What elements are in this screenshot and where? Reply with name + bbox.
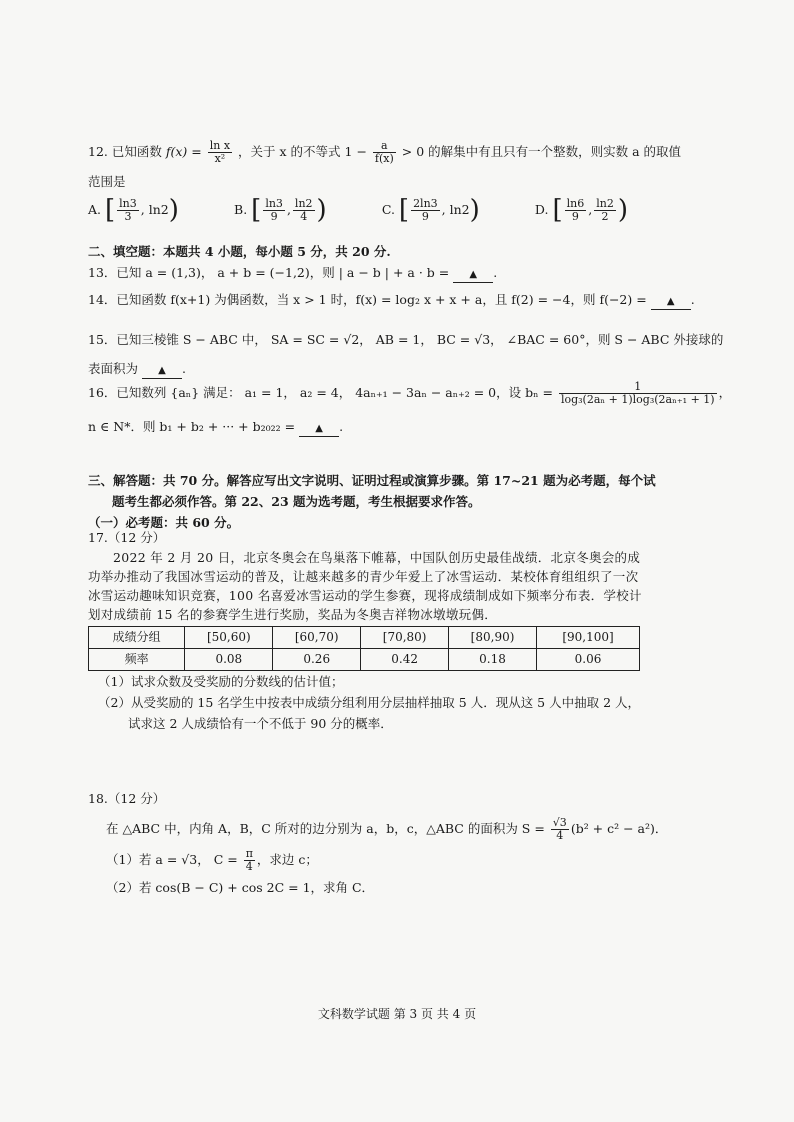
table-cell: 0.06 bbox=[536, 649, 639, 671]
table-cell: [90,100] bbox=[536, 627, 639, 649]
q16-bn-fraction bbox=[559, 381, 717, 406]
q12-stem-a: 已知函数 bbox=[111, 144, 162, 159]
table-cell: 0.08 bbox=[185, 649, 273, 671]
table-cell: [50,60) bbox=[185, 627, 273, 649]
q12-option-a-den: 3 bbox=[124, 210, 132, 223]
q12-option-b-rb: ) bbox=[316, 195, 327, 225]
q17-part2a: （2）从受奖励的 15 名学生中按表中成绩分组利用分层抽样抽取 5 人．现从这 5 人中抽取 2 人， bbox=[98, 695, 641, 710]
q18-header: 18.（12 分） bbox=[88, 791, 166, 806]
q12-stem-d: 范围是 bbox=[88, 174, 126, 189]
q12-option-a-rest: , ln2 bbox=[140, 202, 169, 217]
q12-option-b-frac2 bbox=[293, 198, 315, 223]
q18-part1a: （1）若 a = √3， C = bbox=[106, 852, 238, 867]
q15-blank bbox=[142, 361, 182, 379]
q12-fx-num: ln x bbox=[209, 139, 231, 152]
question-15 bbox=[88, 329, 724, 379]
q18-pi-fraction bbox=[244, 848, 255, 873]
q15-text2: 表面积为 bbox=[88, 361, 139, 376]
q12-option-d bbox=[534, 195, 628, 225]
frequency-table bbox=[88, 626, 640, 671]
q18-s-den: 4 bbox=[556, 829, 564, 842]
q12-option-b-den2: 4 bbox=[300, 210, 308, 223]
table-header-cell: 成绩分组 bbox=[89, 627, 185, 649]
q12-option-d-frac2 bbox=[594, 198, 616, 223]
q12-fx-fraction bbox=[208, 140, 232, 165]
q12-option-c-den: 9 bbox=[421, 210, 429, 223]
q17-paragraph: 2022 年 2 月 20 日，北京冬奥会在鸟巢落下帷幕，中国队创历史最佳战绩．北京冬奥会的成功举办推动了我国冰雪运动的普及，让越来越多的青少年爱上了冰雪运动．某校体育组组织了一次冰雪运动趣味知识竞赛，100 名喜爱冰雪运动的学生参赛，现将成绩制成如下频率分布表．学校计划对成绩前 15 名的参赛学生进行奖励，奖品为冬奥吉祥物冰墩墩玩偶． bbox=[88, 550, 642, 622]
q12-option-b-lb: [ bbox=[251, 195, 262, 225]
q12-option-d-frac bbox=[565, 198, 587, 223]
answer-triangle-icon: ▲ bbox=[158, 365, 166, 376]
q12-option-a-num: ln3 bbox=[119, 197, 137, 210]
q16-den: log₃(2aₙ + 1)log₃(2aₙ₊₁ + 1) bbox=[560, 393, 715, 406]
table-row bbox=[89, 649, 640, 671]
q14-end: . bbox=[690, 292, 695, 307]
q12-option-c-rest: , ln2 bbox=[441, 202, 470, 217]
question-13 bbox=[88, 262, 668, 283]
answer-triangle-icon: ▲ bbox=[666, 296, 675, 307]
q14-text: 14．已知函数 f(x+1) 为偶函数，当 x > 1 时，f(x) = log₂ x + x + a，且 f(2) = −4，则 f(−2) = bbox=[88, 292, 647, 307]
q12-option-d-rest: , bbox=[588, 202, 593, 217]
q12-option-c-frac bbox=[411, 198, 440, 223]
q18-part1b: ，求边 c； bbox=[256, 852, 318, 867]
q12-option-d-rb: ) bbox=[617, 195, 628, 225]
q15-text1: 15．已知三棱锥 S − ABC 中， SA = SC = √2， AB = 1， BC = √3， ∠BAC = 60°，则 S − ABC 外接球的 bbox=[88, 332, 724, 347]
q12-option-c-lb: [ bbox=[398, 195, 410, 225]
q12-option-d-num: ln6 bbox=[566, 197, 585, 210]
q17-part1: （1）试求众数及受奖励的分数线的估计值； bbox=[98, 674, 344, 689]
q16-end1: ， bbox=[718, 385, 732, 400]
q16-end: . bbox=[339, 419, 344, 434]
table-cell: [70,80) bbox=[361, 627, 449, 649]
q12-option-d-letter: D. bbox=[534, 202, 549, 217]
table-header-cell: 频率 bbox=[89, 649, 185, 671]
q18-area-fraction bbox=[551, 817, 569, 842]
q18-stem: 在 △ABC 中，内角 A，B，C 所对的边分别为 a，b，c，△ABC 的面积为 S = bbox=[106, 821, 545, 836]
q12-option-a-rb: ) bbox=[168, 195, 179, 225]
question-14 bbox=[88, 289, 695, 310]
q16-blank bbox=[299, 419, 339, 437]
q12-option-a-letter: A. bbox=[88, 202, 102, 217]
q12-fx-den: x² bbox=[214, 152, 226, 165]
q12-option-d-lb: [ bbox=[552, 195, 563, 225]
q12-option-c bbox=[381, 195, 480, 225]
table-cell: [80,90) bbox=[449, 627, 537, 649]
q12-option-d-den: 9 bbox=[571, 210, 579, 223]
table-cell: 0.18 bbox=[449, 649, 537, 671]
q12-options bbox=[88, 195, 628, 225]
q12-stem-c: > 0 的解集中有且只有一个整数，则实数 a 的取值 bbox=[401, 144, 682, 159]
q18-part2: （2）若 cos(B − C) + cos 2C = 1，求角 C． bbox=[106, 880, 375, 895]
section-2-title: 二、填空题：本题共 4 小题，每小题 5 分，共 20 分. bbox=[88, 244, 391, 259]
q12-ineq-den: f(x) bbox=[374, 152, 394, 165]
q12-stem bbox=[88, 139, 682, 165]
q12-option-a-frac bbox=[117, 198, 139, 223]
q17-part2b: 试求这 2 人成绩恰有一个不低于 90 分的概率． bbox=[128, 716, 393, 731]
q13-text: 13．已知 a = (1,3)， a + b = (−1,2)，则 | a − b | + a · b = bbox=[88, 265, 450, 280]
q18-s-rest: (b² + c² − a²)． bbox=[570, 821, 668, 836]
table-cell: 0.26 bbox=[273, 649, 361, 671]
q12-option-b-rest: , bbox=[286, 202, 291, 217]
q15-end: . bbox=[182, 361, 186, 376]
section-3-sub: （一）必考题：共 60 分。 bbox=[88, 515, 240, 530]
q18-p1-num: π bbox=[245, 847, 253, 860]
q12-ineq-num: a bbox=[373, 140, 396, 153]
q18-s-num: √3 bbox=[552, 816, 567, 829]
table-cell: [60,70) bbox=[273, 627, 361, 649]
q12-option-a bbox=[88, 195, 179, 225]
table-cell: 0.42 bbox=[361, 649, 449, 671]
q12-option-b-num2: ln2 bbox=[294, 197, 313, 210]
q12-fx: f(x) = bbox=[165, 144, 202, 159]
q12-number: 12. bbox=[88, 144, 108, 159]
q12-option-a-lb: [ bbox=[105, 195, 116, 225]
q12-option-b bbox=[234, 195, 327, 225]
q12-option-d-den2: 2 bbox=[601, 210, 609, 223]
q14-blank bbox=[651, 292, 691, 310]
section-3-line1: 三、解答题：共 70 分。解答应写出文字说明、证明过程或演算步骤。第 17~21 题为必考题，每个试 bbox=[88, 473, 656, 488]
q12-option-b-den: 9 bbox=[270, 210, 278, 223]
table-row bbox=[89, 627, 640, 649]
q16-num: 1 bbox=[559, 381, 717, 394]
q17-header: 17.（12 分） bbox=[88, 530, 166, 545]
q12-option-b-frac bbox=[263, 198, 285, 223]
section-3-line2: 题考生都必须作答。第 22、23 题为选考题，考生根据要求作答。 bbox=[112, 494, 481, 509]
q12-option-c-letter: C. bbox=[381, 202, 395, 217]
q12-option-c-num: 2ln3 bbox=[413, 197, 438, 210]
section-3-header bbox=[88, 470, 668, 533]
q12-option-c-rb: ) bbox=[469, 195, 480, 225]
q12-stem-b: ，关于 x 的不等式 1 − bbox=[238, 144, 367, 159]
question-18 bbox=[88, 788, 668, 898]
question-17 bbox=[88, 527, 668, 734]
q12-ineq-fraction bbox=[373, 140, 396, 165]
question-16 bbox=[88, 380, 732, 437]
q12-option-b-num: ln3 bbox=[265, 197, 283, 210]
q16-text1: 16．已知数列 {aₙ} 满足： a₁ = 1， a₂ = 4， 4aₙ₊₁ − 3aₙ − aₙ₊₂ = 0，设 bₙ = bbox=[88, 385, 553, 400]
q13-end: . bbox=[493, 265, 498, 280]
q12-option-b-letter: B. bbox=[234, 202, 248, 217]
page-footer: 文科数学试题 第 3 页 共 4 页 bbox=[317, 1007, 477, 1021]
question-12 bbox=[88, 139, 682, 225]
q12-option-d-num2: ln2 bbox=[596, 197, 614, 210]
answer-triangle-icon: ▲ bbox=[469, 269, 478, 280]
q18-p1-den: 4 bbox=[245, 860, 253, 873]
answer-triangle-icon: ▲ bbox=[315, 423, 323, 434]
q16-text2: n ∈ N*．则 b₁ + b₂ + ··· + b₂₀₂₂ = bbox=[88, 419, 296, 434]
q13-blank bbox=[453, 265, 493, 283]
